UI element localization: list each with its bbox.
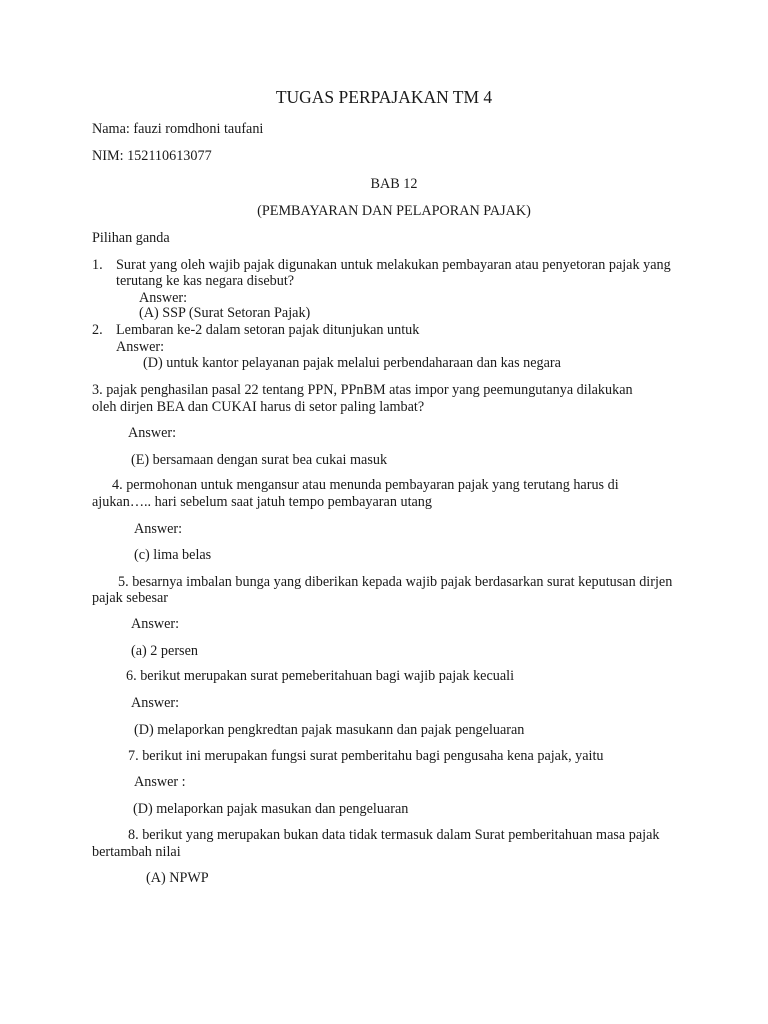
- question-text: terutang ke kas negara disebut?: [116, 273, 295, 289]
- question-text: oleh dirjen BEA dan CUKAI harus di setor paling lambat?: [92, 399, 425, 415]
- question-text: 3. pajak penghasilan pasal 22 tentang PPN, PPnBM atas impor yang peemungutanya dilakukan: [92, 382, 633, 398]
- question-text: 4. permohonan untuk mengansur atau menunda pembayaran pajak yang terutang harus di: [112, 477, 619, 493]
- question-text: 7. berikut ini merupakan fungsi surat pemberitahu bagi pengusaha kena pajak, yaitu: [128, 748, 604, 764]
- answer-label: Answer:: [128, 425, 177, 441]
- question-text: 5. besarnya imbalan bunga yang diberikan kepada wajib pajak berdasarkan surat keputusan dirjen: [118, 574, 673, 590]
- student-nim: NIM: 152110613077: [92, 148, 212, 164]
- answer-text: (D) melaporkan pengkredtan pajak masukann dan pajak pengeluaran: [134, 722, 525, 738]
- answer-label: Answer :: [134, 774, 186, 790]
- answer-label: Answer:: [131, 695, 180, 711]
- answer-text: (D) melaporkan pajak masukan dan pengeluaran: [133, 801, 409, 817]
- answer-label: Answer:: [134, 521, 183, 537]
- answer-label: Answer:: [139, 290, 188, 306]
- question-text: bertambah nilai: [92, 844, 181, 860]
- question-text: Surat yang oleh wajib pajak digunakan untuk melakukan pembayaran atau penyetoran pajak yang: [116, 257, 671, 273]
- answer-text: (a) 2 persen: [131, 643, 198, 659]
- question-text: pajak sebesar: [92, 590, 169, 606]
- answer-label: Answer:: [116, 339, 165, 355]
- answer-text: (A) NPWP: [146, 870, 209, 886]
- chapter-subtitle: (PEMBAYARAN DAN PELAPORAN PAJAK): [257, 203, 531, 219]
- answer-text: (E) bersamaan dengan surat bea cukai masuk: [131, 452, 388, 468]
- answer-text: (c) lima belas: [134, 547, 212, 563]
- section-label: Pilihan ganda: [92, 230, 170, 246]
- answer-text: (D) untuk kantor pelayanan pajak melalui perbendaharaan dan kas negara: [143, 355, 561, 371]
- chapter-heading: BAB 12: [370, 176, 418, 192]
- question-text: 6. berikut merupakan surat pemeberitahuan bagi wajib pajak kecuali: [126, 668, 515, 684]
- document-title: TUGAS PERPAJAKAN TM 4: [275, 87, 493, 107]
- question-number: 1.: [92, 257, 103, 273]
- question-text: ajukan….. hari sebelum saat jatuh tempo pembayaran utang: [92, 494, 432, 510]
- answer-label: Answer:: [131, 616, 180, 632]
- answer-text: (A) SSP (Surat Setoran Pajak): [139, 305, 311, 321]
- question-number: 2.: [92, 322, 103, 338]
- question-text: 8. berikut yang merupakan bukan data tidak termasuk dalam Surat pemberitahuan masa pajak: [128, 827, 660, 843]
- question-text: Lembaran ke-2 dalam setoran pajak ditunjukan untuk: [116, 322, 420, 338]
- student-name: Nama: fauzi romdhoni taufani: [92, 121, 264, 137]
